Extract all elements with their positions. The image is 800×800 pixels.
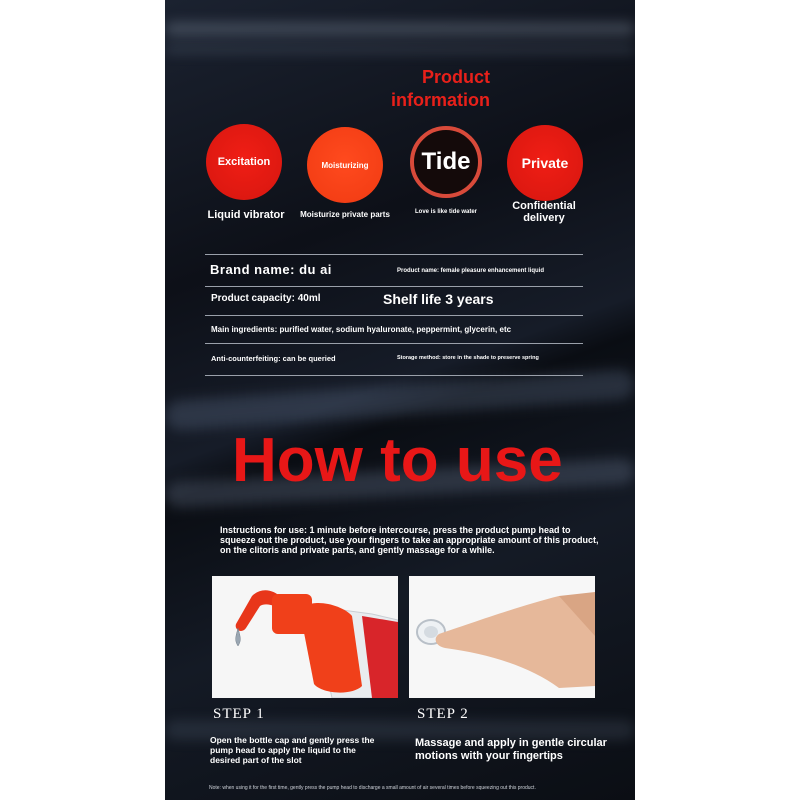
feature-caption: Moisturize private parts bbox=[300, 210, 390, 219]
light-streak bbox=[165, 45, 635, 53]
instructions-text: Instructions for use: 1 minute before intercourse, press the product pump head to squeeze out the product, use your fingers to take an appropriate amount of this product, on the clitoris and private parts, and gently massage for a while. bbox=[220, 525, 599, 555]
finger-illustration bbox=[409, 576, 595, 698]
divider bbox=[205, 254, 583, 255]
storage-method: Storage method: store in the shade to preserve spring bbox=[397, 355, 539, 361]
feature-caption: Confidential delivery bbox=[512, 200, 576, 224]
feature-caption: Love is like tide water bbox=[414, 209, 478, 215]
pump-bottle-illustration bbox=[212, 576, 398, 698]
feature-circle-private: Private bbox=[507, 125, 583, 201]
feature-circle-moisturizing: Moisturizing bbox=[307, 127, 383, 203]
feature-caption: Liquid vibrator bbox=[207, 209, 285, 221]
product-name: Product name: female pleasure enhancement liquid bbox=[397, 268, 545, 274]
footnote: Note: when using it for the first time, gently press the pump head to discharge a small amount of air several times before squeezing out this product. bbox=[209, 785, 536, 791]
divider bbox=[205, 315, 583, 316]
feature-circle-excitation: Excitation bbox=[206, 124, 282, 200]
divider bbox=[205, 343, 583, 344]
step1-image bbox=[212, 576, 398, 698]
main-ingredients: Main ingredients: purified water, sodium hyaluronate, peppermint, glycerin, etc bbox=[211, 325, 512, 334]
brand-name: Brand name: du ai bbox=[210, 262, 332, 277]
feature-circle-tide: Tide bbox=[410, 126, 482, 198]
divider bbox=[205, 286, 583, 287]
step1-description: Open the bottle cap and gently press the pump head to apply the liquid to the desired part of the slot bbox=[210, 735, 375, 765]
shelf-life: Shelf life 3 years bbox=[383, 291, 494, 307]
step2-description: Massage and apply in gentle circular motions with your fingertips bbox=[415, 737, 607, 762]
step2-image bbox=[409, 576, 595, 698]
step2-label: STEP 2 bbox=[417, 706, 469, 722]
step1-label: STEP 1 bbox=[213, 706, 265, 722]
product-poster bbox=[165, 0, 635, 800]
how-to-title: How to use bbox=[232, 426, 563, 495]
section-title: Product information bbox=[391, 67, 490, 110]
light-streak bbox=[165, 22, 635, 36]
divider bbox=[205, 375, 583, 376]
product-capacity: Product capacity: 40ml bbox=[211, 293, 321, 304]
anti-counterfeiting: Anti-counterfeiting: can be queried bbox=[211, 354, 336, 363]
